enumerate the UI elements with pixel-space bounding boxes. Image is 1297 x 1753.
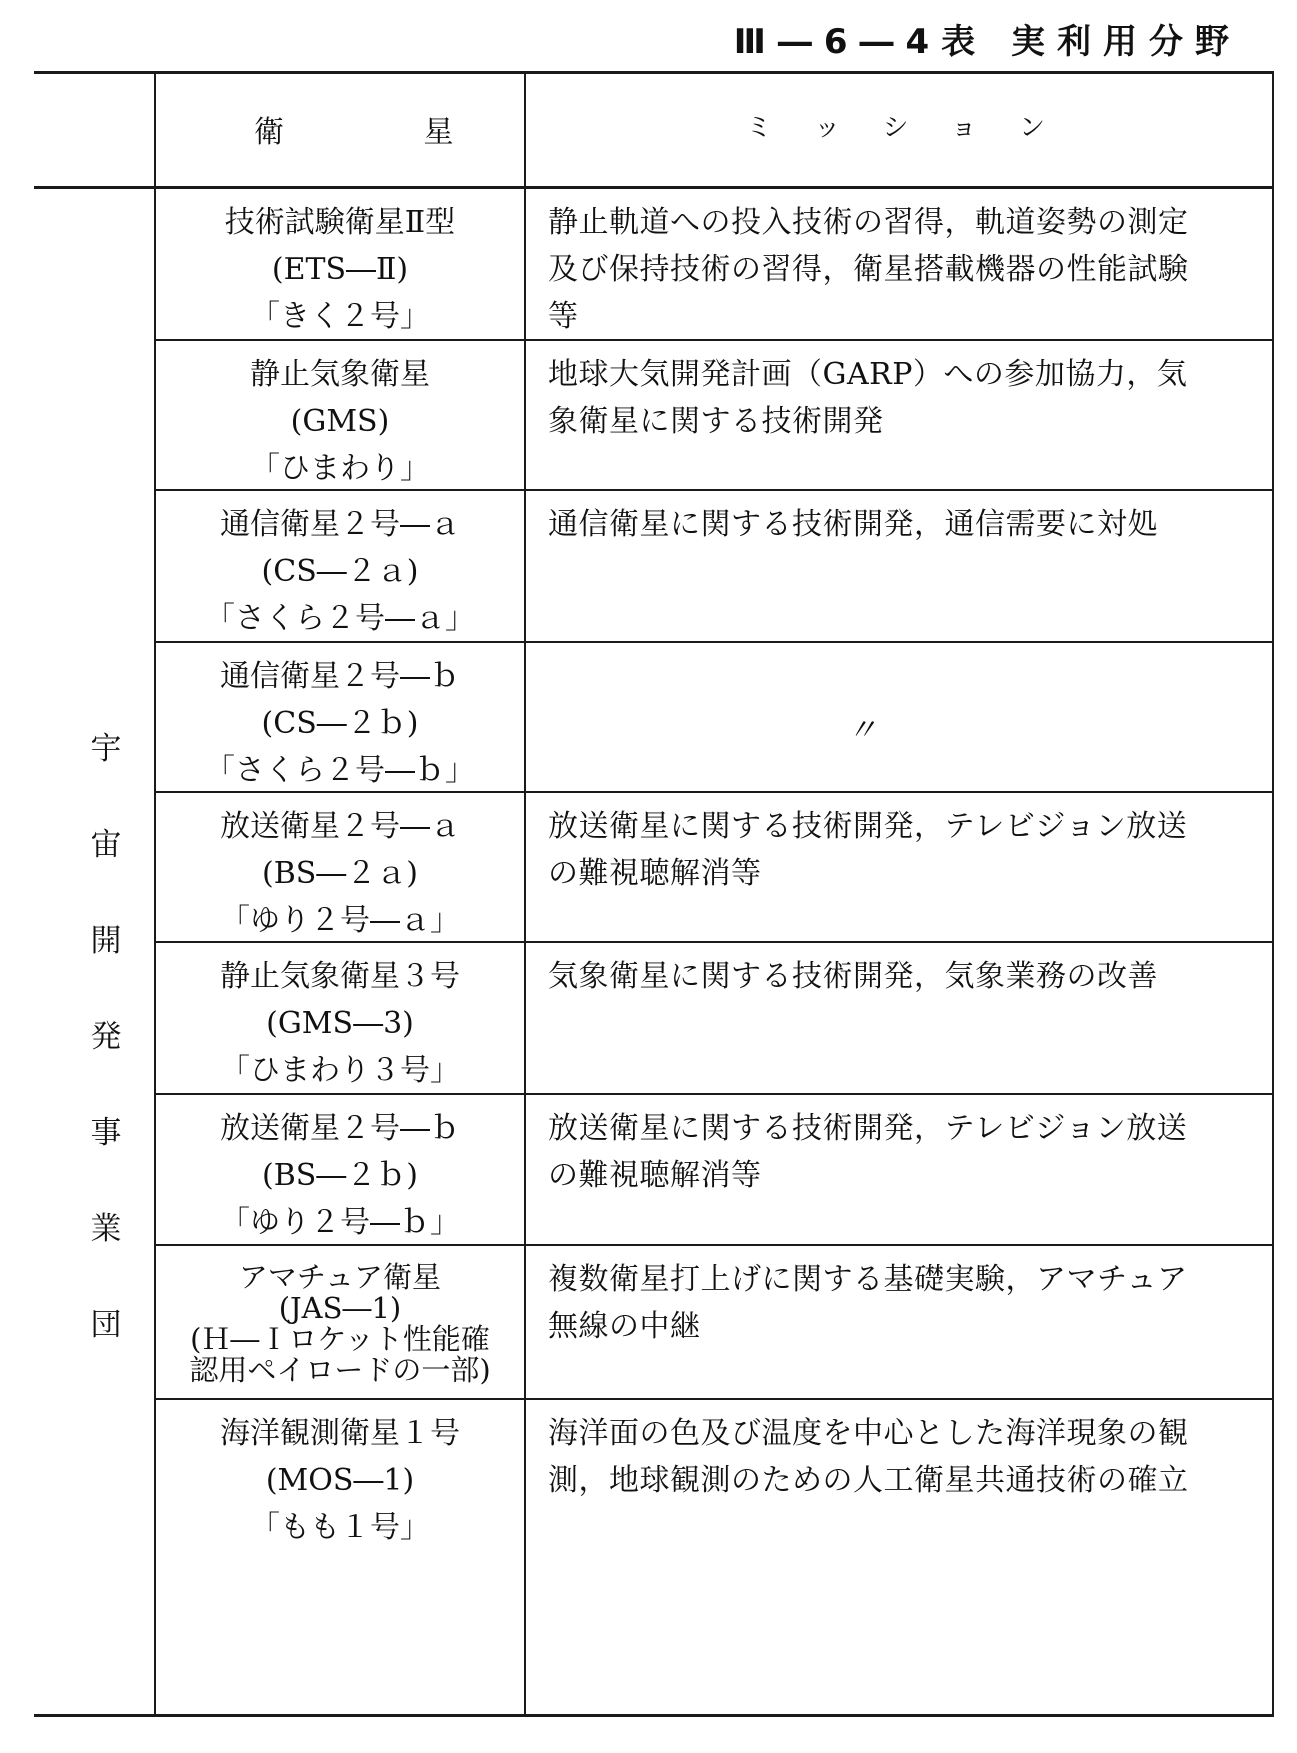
table-row (156, 643, 1274, 791)
satellite-code: (CS―２ａ) (261, 554, 419, 589)
satellite-cell (156, 1400, 524, 1551)
satellite-cell (156, 341, 524, 492)
satellite-cell (156, 793, 524, 944)
satellite-code: (BS―２ａ) (261, 856, 418, 891)
mission-line: 象衛星に関する技術開発 (548, 404, 884, 439)
mission-line: 海洋面の色及び温度を中心とした海洋現象の観 (548, 1416, 1189, 1451)
group-label-char: 業 (90, 1211, 122, 1247)
mission-line: 無線の中継 (548, 1309, 701, 1344)
table-row (156, 189, 1274, 339)
group-label-char: 宙 (90, 827, 122, 863)
header-satellite: 衛 星 (254, 115, 454, 150)
mission-line: 放送衛星に関する技術開発，テレビジョン放送 (548, 809, 1188, 844)
satellite-name: 放送衛星２号―ｂ (220, 1111, 460, 1146)
satellite-code: (ETS―Ⅱ) (271, 252, 409, 287)
mission-line: 測，地球観測のための人工衛星共通技術の確立 (548, 1463, 1189, 1498)
satellite-code: (MOS―1) (265, 1463, 415, 1498)
satellite-nickname: 「きく２号」 (250, 299, 430, 334)
satellite-code: (GMS) (290, 404, 390, 439)
mission-cell (548, 491, 1260, 548)
bottom-rule (34, 1714, 1274, 1717)
satellite-cell (156, 1246, 524, 1386)
group-label-char: 事 (90, 1115, 122, 1151)
satellite-name: 通信衛星２号―ｂ (220, 659, 460, 694)
mission-line: 及び保持技術の習得，衛星搭載機器の性能試験 (548, 252, 1189, 287)
satellite-nickname: 「ひまわり」 (250, 451, 430, 486)
mission-cell (548, 1246, 1260, 1350)
satellite-code: (BS―２ｂ) (261, 1158, 418, 1193)
satellite-cell (156, 943, 524, 1094)
mission-cell (548, 189, 1260, 340)
table-row (156, 1095, 1274, 1244)
mission-line: の難視聴解消等 (548, 1158, 762, 1193)
satellite-nickname: 「ひまわり３号」 (220, 1053, 460, 1088)
satellite-nickname: 「さくら２号―ａ」 (205, 601, 475, 636)
mission-line: 複数衛星打上げに関する基礎実験，アマチュア (548, 1262, 1188, 1297)
satellite-nickname: 「ゆり２号―ｂ」 (220, 1205, 460, 1240)
satellite-nickname: 「ゆり２号―ａ」 (220, 903, 460, 938)
ditto-mark: 〃 (847, 713, 877, 748)
satellite-cell (156, 1095, 524, 1246)
group-label-nasda (76, 701, 136, 1373)
mission-cell (548, 341, 1260, 445)
group-label-char: 団 (90, 1307, 122, 1343)
mission-line: 地球大気開発計画（GARP）への参加協力，気 (548, 357, 1188, 392)
satellite-cell (156, 189, 524, 340)
satellite-name: 通信衛星２号―ａ (220, 507, 460, 542)
mission-line: 静止軌道への投入技術の習得，軌道姿勢の測定 (548, 205, 1189, 240)
group-label-char: 発 (90, 1019, 122, 1055)
mission-line: の難視聴解消等 (548, 856, 762, 891)
group-label-char: 宇 (90, 731, 122, 767)
satellite-code: (GMS―3) (266, 1006, 414, 1041)
satellite-cell (156, 491, 524, 642)
table-row (156, 793, 1274, 941)
mission-line: 通信衛星に関する技術開発，通信需要に対処 (548, 507, 1158, 542)
satellite-name: 静止気象衛星３号 (220, 959, 460, 994)
mission-line: 気象衛星に関する技術開発，気象業務の改善 (548, 959, 1158, 994)
satellite-name: 技術試験衛星Ⅱ型 (224, 205, 456, 240)
group-label-char: 開 (90, 923, 122, 959)
satellite-nickname: 「さくら２号―ｂ」 (205, 753, 475, 788)
table-row (156, 341, 1274, 489)
header-mission: ミ ッ シ ョ ン (746, 113, 1046, 143)
mission-cell (548, 943, 1260, 1000)
satellite-code: (CS―２ｂ) (261, 706, 419, 741)
mission-cell (548, 1400, 1260, 1504)
mission-line: 放送衛星に関する技術開発，テレビジョン放送 (548, 1111, 1188, 1146)
table-title: Ⅲ―6―4表 実利用分野 (733, 22, 1241, 62)
table-row (156, 491, 1274, 641)
satellite-name: アマチュア衛星 (238, 1260, 442, 1294)
table-row (156, 943, 1274, 1093)
satellite-note-line: 認用ペイロードの一部) (189, 1353, 491, 1387)
satellite-nickname: 「もも１号」 (250, 1510, 430, 1545)
satellite-cell (156, 643, 524, 794)
mission-cell (548, 793, 1260, 897)
satellite-name: 海洋観測衛星１号 (220, 1416, 460, 1451)
satellite-name: 放送衛星２号―ａ (220, 809, 460, 844)
satellite-code: (JAS―1) (278, 1291, 402, 1325)
top-rule (34, 71, 1274, 74)
table-row (156, 1246, 1274, 1398)
satellite-name: 静止気象衛星 (250, 357, 430, 392)
table-row (156, 1400, 1274, 1714)
mission-line: 等 (548, 299, 579, 334)
mission-cell (548, 1095, 1260, 1199)
satellite-note-line: (Ｈ―Ｉロケット性能確 (190, 1322, 490, 1356)
satellite-table (34, 71, 1274, 1719)
